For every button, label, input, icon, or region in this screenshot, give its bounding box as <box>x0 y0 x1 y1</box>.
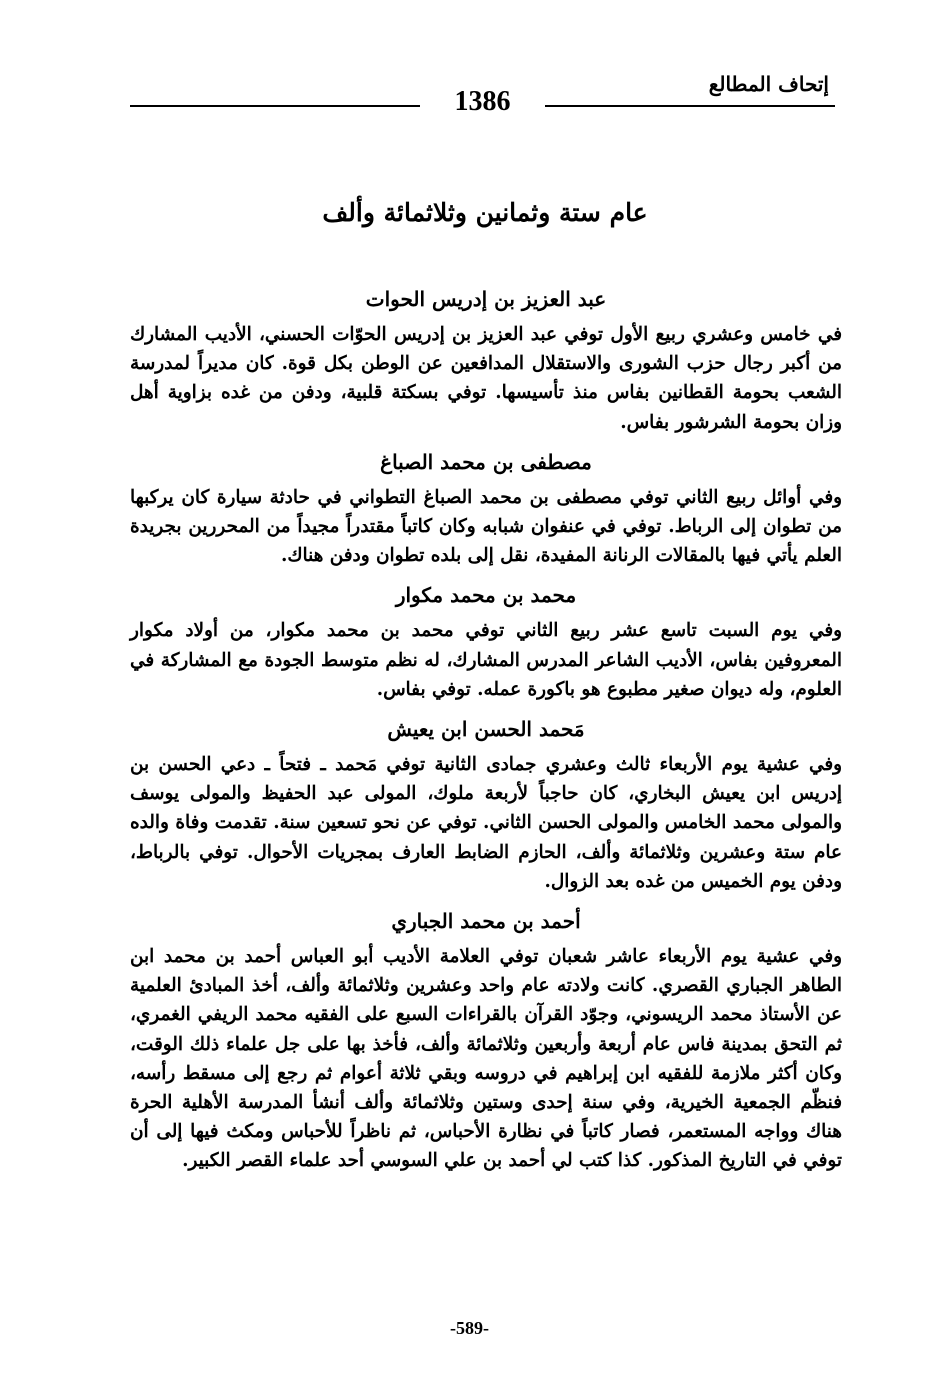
entry-text: في خامس وعشري ربيع الأول توفي عبد العزيز بن إدريس الحوّات الحسني، الأديب المشارك من أكبر رجال حزب الشورى والاستقلال المدافعين عن الوطن بكل قوة. كان مديراً لمدرسة الشعب بحومة القطانين بفاس منذ تأسيسها. توفي بسكتة قلبية، ودفن من غده بزاوية أهل وزان بحومة الشرشور بفاس. <box>130 324 842 433</box>
section-title: عام ستة وثمانين وثلاثمائة وألف <box>322 198 648 227</box>
entry <box>130 284 842 437</box>
page-body <box>130 284 842 1186</box>
entry <box>130 447 842 571</box>
entry-title: مَحمد الحسن ابن يعيش <box>387 717 585 742</box>
page-year: 1386 <box>454 86 511 117</box>
page-number: -589- <box>450 1318 489 1338</box>
entry-title: أحمد بن محمد الجباري <box>391 909 581 934</box>
entry <box>130 906 842 1176</box>
entry-title: محمد بن محمد مكوار <box>395 583 577 608</box>
entry-text: وفي عشية يوم الأربعاء عاشر شعبان توفي العلامة الأديب أبو العباس أحمد بن محمد ابن الطاهر الجباري القصري. كانت ولادته عام واحد وعشرين وثلاثمائة وألف، أخذ المبادئ العلمية عن الأستاذ محمد الريسوني، وجوّد القرآن بالقراءات السبع على الفقيه محمد الريفي الغمري، ثم التحق بمدينة فاس عام أربعة وأربعين وثلاثمائة وألف، فأخذ بها على جل علماء ذلك الوقت، وكان أكثر ملازمة للفقيه ابن إبراهيم في دروسه وبقي ثلاثة أعوام ثم رجع إلى مسقط رأسه، فنظّم الجمعية الخيرية، وفي سنة إحدى وستين وثلاثمائة وألف أنشأ المدرسة الأهلية الحرة هناك وواجه المستعمر، فصار كاتباً في نظارة الأحباس، ثم ناظراً للأحباس ومكث فيها إلى أن توفي في التاريخ المذكور. كذا كتب لي أحمد بن علي السوسي أحد علماء القصر الكبير. <box>130 946 842 1172</box>
entry-text: وفي أوائل ربيع الثاني توفي مصطفى بن محمد الصباغ التطواني في حادثة سيارة كان يركبها من تطوان إلى الرباط. توفي في عنفوان شبابه وكان كاتباً مقتدراً مجيداً من المحررين بجريدة العلم يأتي فيها بالمقالات الرنانة المفيدة، نقل إلى بلده تطوان ودفن هناك. <box>130 486 842 567</box>
entry-title: عبد العزيز بن إدريس الحوات <box>365 287 607 311</box>
entry-text: وفي يوم السبت تاسع عشر ربيع الثاني توفي محمد بن محمد مكوار، من أولاد مكوار المعروفين بفاس، الأديب الشاعر المدرس المشارك، له نظم متوسط الجودة مع المشاركة في العلوم، وله ديوان صغير مطبوع هو باكورة عمله. توفي بفاس. <box>130 620 842 700</box>
header-rule-right <box>545 105 835 107</box>
entry-text: وفي عشية يوم الأربعاء ثالث وعشري جمادى الثانية توفي مَحمد ـ فتحاً ـ دعي الحسن بن إدريس ابن يعيش البخاري، كان حاجباً لأربعة ملوك، المولى عبد الحفيظ والمولى يوسف والمولى محمد الخامس والمولى الحسن الثاني. توفي عن نحو تسعين سنة. تقدمت وفاة والده عام ستة وعشرين وثلاثمائة وألف، الحازم الضابط العارف بمجريات الأحوال. توفي بالرباط، ودفن يوم الخميس من غده بعد الزوال. <box>130 754 842 892</box>
running-title: إتحاف المطالع <box>708 72 829 96</box>
entry-title: مصطفى بن محمد الصباغ <box>380 449 592 474</box>
page-header <box>130 86 835 126</box>
entry <box>130 714 842 896</box>
entry <box>130 580 842 704</box>
